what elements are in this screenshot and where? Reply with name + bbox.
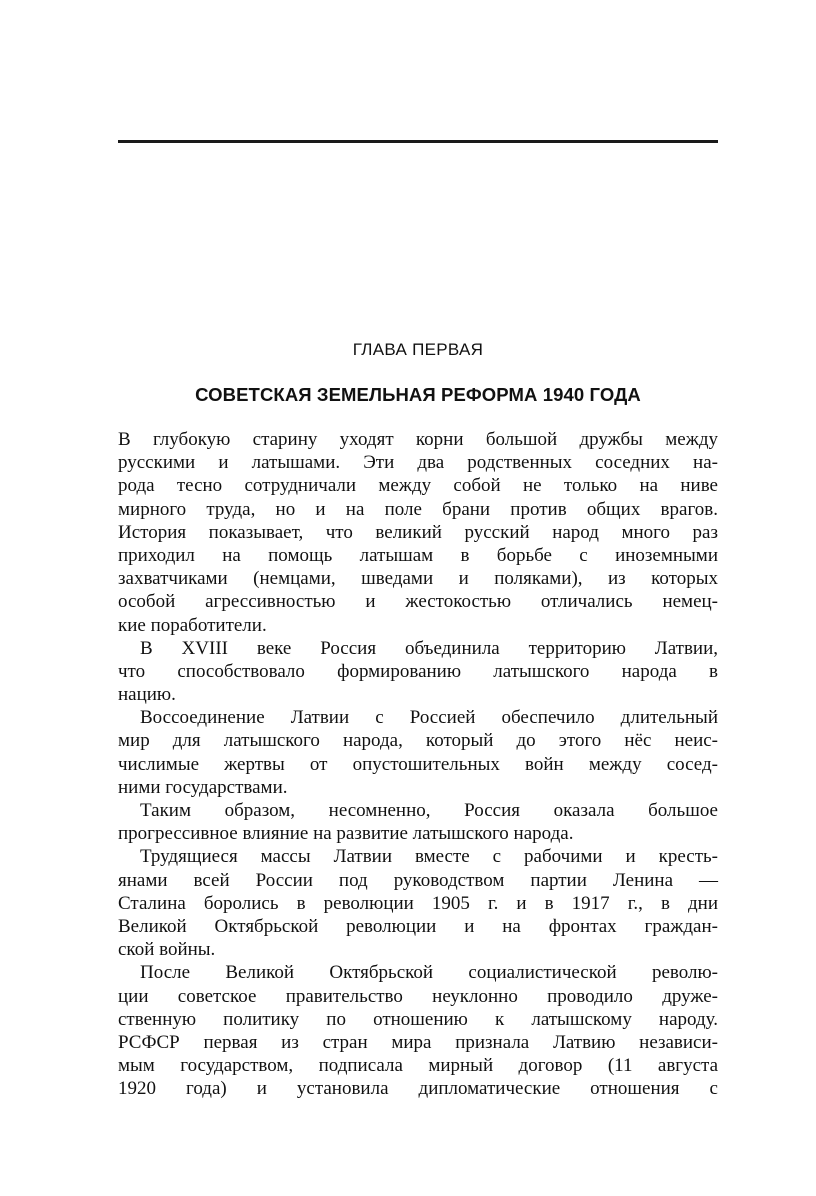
text-line: числимые жертвы от опустошительных войн между сосед- bbox=[118, 753, 718, 775]
top-rule bbox=[118, 140, 718, 143]
text-line: Великой Октябрьской революции и на фронтах граждан- bbox=[118, 915, 718, 937]
text-line: что способствовало формированию латышского народа в bbox=[118, 660, 718, 682]
text-line: Сталина боролись в революции 1905 г. и в 1917 г., в дни bbox=[118, 892, 718, 914]
text-line: В глубокую старину уходят корни большой дружбы между bbox=[118, 429, 718, 450]
chapter-label: ГЛАВА ПЕРВАЯ bbox=[352, 340, 484, 359]
paragraph bbox=[118, 706, 718, 799]
paragraph bbox=[118, 428, 718, 637]
text-line: ции советское правительство неуклонно проводило друже- bbox=[118, 985, 718, 1007]
text-line: ской войны. bbox=[118, 939, 216, 961]
paragraph bbox=[118, 799, 718, 845]
text-line: русскими и латышами. Эти два родственных соседних на- bbox=[118, 452, 718, 474]
text-line: захватчиками (немцами, шведами и поляками), из которых bbox=[118, 568, 718, 590]
text-line: особой агрессивностью и жестокостью отличались немец- bbox=[118, 591, 718, 613]
chapter-title: СОВЕТСКАЯ ЗЕМЕЛЬНАЯ РЕФОРМА 1940 ГОДА bbox=[195, 384, 641, 405]
text-line: приходил на помощь латышам в борьбе с иноземными bbox=[118, 544, 718, 566]
text-line: ними государствами. bbox=[118, 776, 288, 798]
text-line: После Великой Октябрьской социалистической револю- bbox=[140, 962, 718, 984]
paragraph bbox=[118, 845, 718, 961]
text-line: История показывает, что великий русский народ много раз bbox=[118, 521, 718, 543]
text-line: рода тесно сотрудничали между собой не только на ниве bbox=[118, 475, 718, 497]
text-line: мым государством, подписала мирный договор (11 августа bbox=[118, 1055, 718, 1077]
text-line: РСФСР первая из стран мира признала Латвию независи- bbox=[118, 1031, 718, 1053]
text-line: мир для латышского народа, который до этого нёс неис- bbox=[118, 730, 718, 752]
text-line: мирного труда, но и на поле брани против общих врагов. bbox=[118, 498, 718, 520]
text-line: 1920 года) и установила дипломатические отношения с bbox=[118, 1078, 718, 1100]
text-line: ственную политику по отношению к латышскому народу. bbox=[118, 1008, 718, 1030]
text-line: нацию. bbox=[118, 684, 176, 706]
text-line: прогрессивное влияние на развитие латышского народа. bbox=[118, 823, 574, 845]
text-line: янами всей России под руководством партии Ленина — bbox=[118, 869, 718, 891]
paragraph bbox=[118, 961, 718, 1100]
text-line: Воссоединение Латвии с Россией обеспечило длительный bbox=[140, 707, 718, 729]
text-line: Трудящиеся массы Латвии вместе с рабочими и кресть- bbox=[140, 846, 718, 868]
text-line: Таким образом, несомненно, Россия оказала большое bbox=[140, 800, 718, 821]
paragraph bbox=[118, 637, 718, 707]
text-line: В XVIII веке Россия объединила территорию Латвии, bbox=[140, 637, 718, 659]
body-text bbox=[118, 428, 718, 1100]
text-line: кие поработители. bbox=[118, 614, 267, 636]
